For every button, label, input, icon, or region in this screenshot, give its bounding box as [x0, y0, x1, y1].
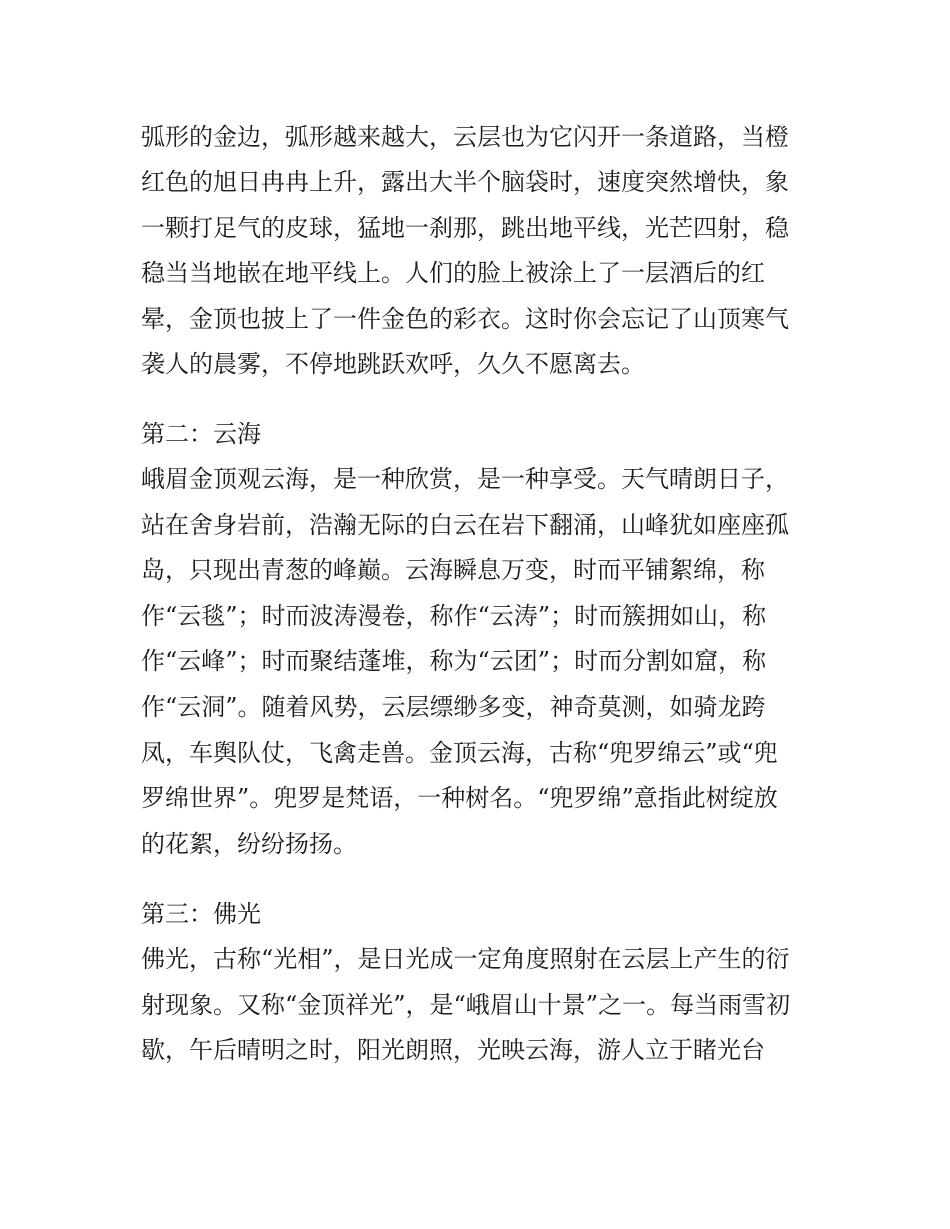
section-heading: 第三：佛光 — [141, 900, 261, 928]
text-line: 凤，车舆队仗，飞禽走兽。金顶云海，古称“兜罗绵云”或“兜 — [141, 739, 778, 767]
text-line: 峨眉金顶观云海，是一种欣赏，是一种享受。天气晴朗日子， — [141, 465, 789, 493]
text-line: 歇，午后晴明之时，阳光朗照，光映云海，游人立于睹光台 — [141, 1036, 765, 1064]
text-line: 袭人的晨雾，不停地跳跃欢呼，久久不愿离去。 — [141, 350, 645, 378]
section-heading: 第二：云海 — [141, 420, 261, 448]
text-line: 作“云毯”；时而波涛漫卷，称作“云涛”；时而簇拥如山，称 — [141, 602, 767, 630]
text-line: 弧形的金边，弧形越来越大，云层也为它闪开一条道路，当橙 — [141, 123, 789, 151]
text-line: 作“云峰”；时而聚结蓬堆，称为“云团”；时而分割如窟，称 — [141, 647, 767, 675]
text-line: 站在舍身岩前，浩瀚无际的白云在岩下翻涌，山峰犹如座座孤 — [141, 511, 789, 539]
text-line: 岛，只现出青葱的峰巅。云海瞬息万变，时而平铺絮绵，称 — [141, 556, 765, 584]
text-line: 作“云洞”。随着风势，云层缥缈多变，神奇莫测，如骑龙跨 — [141, 693, 766, 721]
text-line: 罗绵世界”。兜罗是梵语，一种树名。“兜罗绵”意指此树绽放 — [141, 784, 778, 812]
text-line: 射现象。又称“金顶祥光”，是“峨眉山十景”之一。每当雨雪初 — [141, 991, 791, 1019]
text-line: 稳当当地嵌在地平线上。人们的脸上被涂上了一层酒后的红 — [141, 259, 765, 287]
text-line: 的花絮，纷纷扬扬。 — [141, 830, 357, 858]
text-line: 佛光，古称“光相”，是日光成一定角度照射在云层上产生的衍 — [141, 945, 790, 973]
text-line: 晕，金顶也披上了一件金色的彩衣。这时你会忘记了山顶寒气 — [141, 305, 789, 333]
text-line: 一颗打足气的皮球，猛地一刹那，跳出地平线，光芒四射，稳 — [141, 214, 789, 242]
text-line: 红色的旭日冉冉上升，露出大半个脑袋时，速度突然增快，象 — [141, 168, 789, 196]
